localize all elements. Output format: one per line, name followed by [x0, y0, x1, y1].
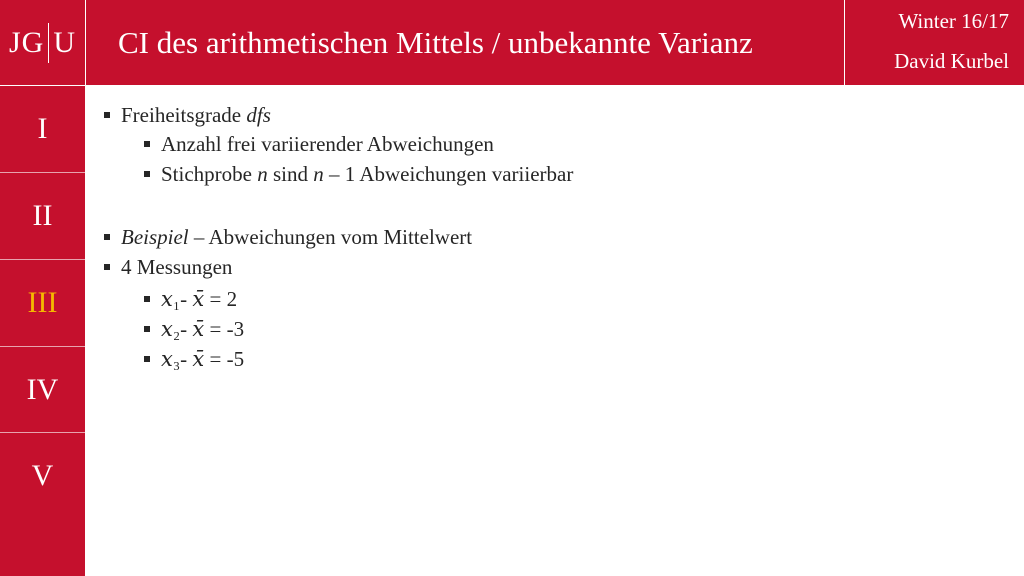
bullet-text: – 1 Abweichungen variierbar — [323, 162, 574, 186]
info-box — [845, 0, 1024, 85]
formula-mean: x̄ — [192, 287, 205, 311]
bullet-formula-3 — [144, 344, 244, 374]
formula-eq: = — [204, 317, 227, 341]
formula-mean: x̄ — [192, 317, 205, 341]
bullet-square-icon — [144, 171, 150, 177]
bullet-text: – Abweichungen vom Mittelwert — [188, 225, 473, 249]
bullet-square-icon — [104, 264, 110, 270]
formula-value: -5 — [226, 347, 245, 371]
nav-item-4[interactable] — [0, 347, 85, 432]
formula-sub: ₃ — [172, 347, 181, 371]
formula-value: 2 — [226, 287, 238, 311]
formula-eq: = — [204, 347, 227, 371]
bullet-messungen — [104, 252, 232, 282]
nav-item-1[interactable] — [0, 86, 85, 171]
logo-right: U — [53, 25, 76, 59]
nav-item-label: II — [32, 198, 53, 232]
nav-item-2[interactable] — [0, 173, 85, 258]
nav-item-label: III — [27, 285, 58, 319]
formula-minus: - — [180, 347, 193, 371]
nav-item-5[interactable] — [0, 433, 85, 518]
formula-mean: x̄ — [192, 347, 205, 371]
bullet-square-icon — [144, 141, 150, 147]
page-title: CI des arithmetischen Mittels / unbekannte Varianz — [118, 24, 753, 60]
logo-divider — [48, 23, 49, 63]
bullet-stichprobe — [144, 159, 573, 189]
formula-var: x — [161, 317, 173, 341]
bullet-text: Stichprobe — [161, 162, 258, 186]
formula-minus: - — [180, 317, 193, 341]
nav-item-label: IV — [26, 372, 59, 406]
bullet-square-icon — [104, 234, 110, 240]
formula-eq: = — [204, 287, 227, 311]
nav-item-label: V — [31, 458, 54, 492]
bullet-text: 4 Messungen — [121, 255, 233, 279]
bullet-square-icon — [144, 356, 150, 362]
bullet-text: sind — [267, 162, 314, 186]
title-bar — [86, 0, 844, 85]
term-label: Winter 16/17 — [898, 9, 1009, 33]
formula-value: -3 — [226, 317, 245, 341]
author-label: David Kurbel — [894, 49, 1009, 73]
bullet-italic: Beispiel — [121, 225, 189, 249]
bullet-text: Anzahl frei variierender Abweichungen — [161, 132, 494, 156]
bullet-square-icon — [104, 112, 110, 118]
bullet-text: Freiheitsgrade — [121, 103, 247, 127]
formula-var: x — [161, 347, 173, 371]
jgu-logo — [0, 0, 85, 85]
bullet-square-icon — [144, 326, 150, 332]
logo-left: JG — [8, 25, 45, 59]
bullet-beispiel — [104, 222, 472, 252]
bullet-italic: dfs — [246, 103, 271, 127]
formula-sub: ₂ — [172, 317, 181, 341]
formula-sub: ₁ — [172, 287, 181, 311]
sidebar — [0, 86, 85, 576]
bullet-formula-1 — [144, 284, 237, 314]
bullet-italic: n — [257, 162, 268, 186]
bullet-italic: n — [313, 162, 324, 186]
formula-var: x — [161, 287, 173, 311]
formula-minus: - — [180, 287, 193, 311]
bullet-freiheitsgrade — [104, 100, 271, 130]
nav-item-3-active[interactable] — [0, 260, 85, 345]
bullet-formula-2 — [144, 314, 244, 344]
bullet-square-icon — [144, 296, 150, 302]
bullet-anzahl — [144, 129, 494, 159]
nav-item-label: I — [37, 111, 48, 145]
